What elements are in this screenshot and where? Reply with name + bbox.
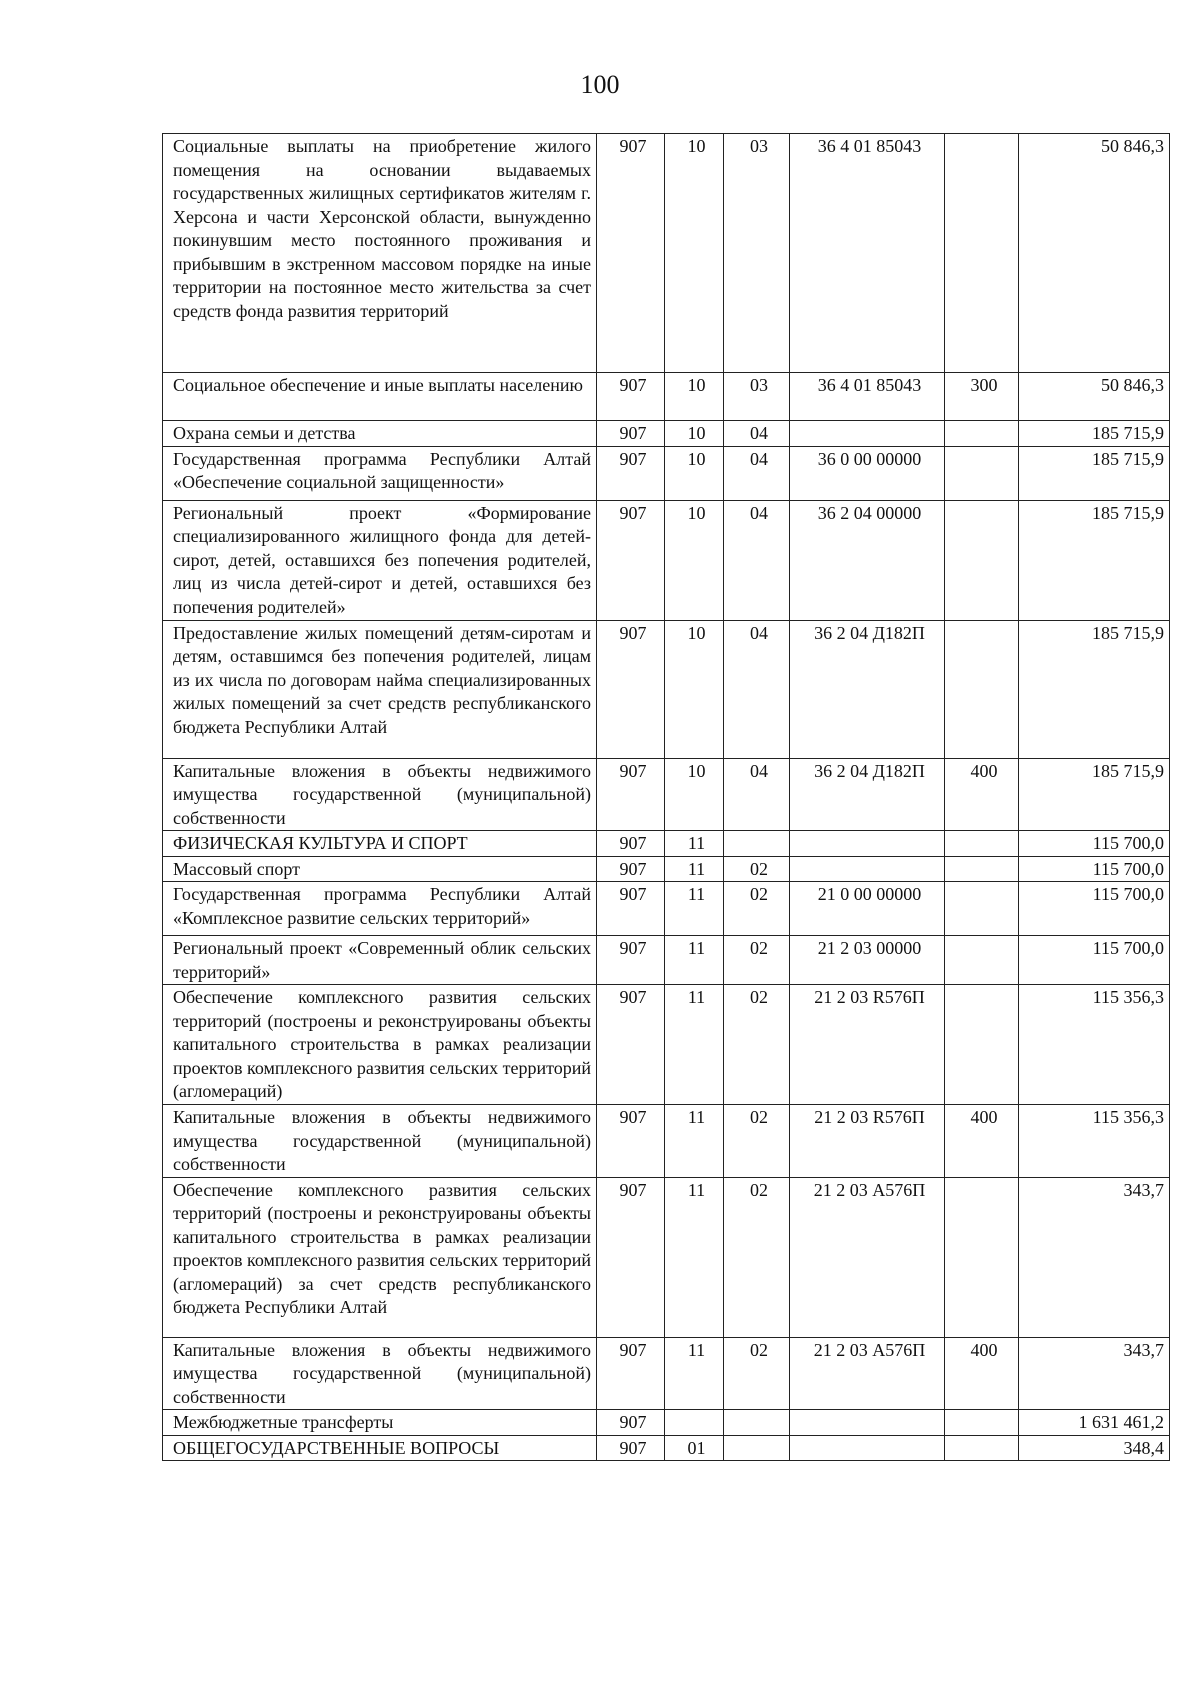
row-subsection-code: 02 <box>724 985 790 1105</box>
row-ministry-code: 907 <box>597 134 665 373</box>
row-section-code: 10 <box>665 758 724 831</box>
row-section-code: 10 <box>665 500 724 620</box>
row-subsection-code: 04 <box>724 446 790 500</box>
table-row <box>163 373 1170 421</box>
row-description: Социальное обеспечение и иные выплаты населению <box>163 373 597 421</box>
table-row <box>163 1410 1170 1436</box>
row-section-code: 11 <box>665 1105 724 1178</box>
row-target-code: 36 4 01 85043 <box>790 373 945 421</box>
row-description: Региональный проект «Формирование специализированного жилищного фонда для детей-сирот, детей, оставшихся без попечения родителей, лиц из числа детей-сирот и детей, оставшихся без попечения родителей» <box>163 500 597 620</box>
row-expense-type-code: 300 <box>945 373 1019 421</box>
row-target-code: 36 2 04 00000 <box>790 500 945 620</box>
row-ministry-code: 907 <box>597 1435 665 1461</box>
row-ministry-code: 907 <box>597 936 665 985</box>
row-amount: 343,7 <box>1019 1177 1170 1337</box>
row-expense-type-code <box>945 831 1019 857</box>
row-ministry-code: 907 <box>597 1410 665 1436</box>
row-target-code: 36 2 04 Д182П <box>790 758 945 831</box>
row-description: ОБЩЕГОСУДАРСТВЕННЫЕ ВОПРОСЫ <box>163 1435 597 1461</box>
row-expense-type-code <box>945 985 1019 1105</box>
row-description: Предоставление жилых помещений детям-сиротам и детям, оставшимся без попечения родителей, лицам из их числа по договорам найма специализированных жилых помещений за счет средств республиканского бюджета Республики Алтай <box>163 620 597 758</box>
row-subsection-code: 03 <box>724 373 790 421</box>
row-ministry-code: 907 <box>597 500 665 620</box>
row-target-code <box>790 856 945 882</box>
row-amount: 115 700,0 <box>1019 856 1170 882</box>
row-ministry-code: 907 <box>597 985 665 1105</box>
row-expense-type-code <box>945 882 1019 936</box>
row-ministry-code: 907 <box>597 758 665 831</box>
table-row <box>163 985 1170 1105</box>
row-subsection-code: 02 <box>724 936 790 985</box>
row-description: Охрана семьи и детства <box>163 421 597 447</box>
budget-table <box>162 133 1170 1461</box>
row-ministry-code: 907 <box>597 446 665 500</box>
row-description: Обеспечение комплексного развития сельских территорий (построены и реконструированы объекты капитального строительства в рамках реализации проектов комплексного развития сельских территорий (агломераций) <box>163 985 597 1105</box>
row-expense-type-code: 400 <box>945 1337 1019 1410</box>
row-description: Социальные выплаты на приобретение жилого помещения на основании выдаваемых государственных жилищных сертификатов жителям г. Херсона и части Херсонской области, вынужденно покинувшим место постоянного проживания и прибывшим в экстренном массовом порядке на иные территории на постоянное место жительства за счет средств фонда развития территорий <box>163 134 597 373</box>
table-row <box>163 500 1170 620</box>
row-amount: 185 715,9 <box>1019 758 1170 831</box>
row-subsection-code: 04 <box>724 620 790 758</box>
row-target-code <box>790 831 945 857</box>
row-section-code: 10 <box>665 446 724 500</box>
table-row <box>163 620 1170 758</box>
row-expense-type-code <box>945 856 1019 882</box>
row-subsection-code: 02 <box>724 882 790 936</box>
row-section-code <box>665 1410 724 1436</box>
row-expense-type-code <box>945 620 1019 758</box>
row-ministry-code: 907 <box>597 373 665 421</box>
row-description: Капитальные вложения в объекты недвижимого имущества государственной (муниципальной) собственности <box>163 1337 597 1410</box>
table-row <box>163 831 1170 857</box>
row-subsection-code: 04 <box>724 500 790 620</box>
row-amount: 1 631 461,2 <box>1019 1410 1170 1436</box>
row-expense-type-code: 400 <box>945 1105 1019 1178</box>
row-section-code: 11 <box>665 985 724 1105</box>
row-target-code: 36 2 04 Д182П <box>790 620 945 758</box>
row-target-code: 21 2 03 00000 <box>790 936 945 985</box>
row-ministry-code: 907 <box>597 1337 665 1410</box>
row-subsection-code: 04 <box>724 421 790 447</box>
row-amount: 343,7 <box>1019 1337 1170 1410</box>
row-ministry-code: 907 <box>597 1177 665 1337</box>
row-target-code: 36 4 01 85043 <box>790 134 945 373</box>
table-row <box>163 1337 1170 1410</box>
row-ministry-code: 907 <box>597 620 665 758</box>
row-ministry-code: 907 <box>597 831 665 857</box>
row-description: Обеспечение комплексного развития сельских территорий (построены и реконструированы объекты капитального строительства в рамках реализации проектов комплексного развития сельских территорий (агломераций) за счет средств республиканского бюджета Республики Алтай <box>163 1177 597 1337</box>
row-subsection-code: 02 <box>724 1105 790 1178</box>
row-amount: 115 700,0 <box>1019 936 1170 985</box>
row-target-code <box>790 1435 945 1461</box>
row-target-code: 36 0 00 00000 <box>790 446 945 500</box>
row-section-code: 10 <box>665 134 724 373</box>
row-expense-type-code <box>945 500 1019 620</box>
row-target-code: 21 2 03 А576П <box>790 1337 945 1410</box>
row-section-code: 11 <box>665 831 724 857</box>
row-expense-type-code <box>945 134 1019 373</box>
page-number: 100 <box>580 70 620 99</box>
row-target-code: 21 2 03 А576П <box>790 1177 945 1337</box>
row-subsection-code: 02 <box>724 856 790 882</box>
row-section-code: 10 <box>665 421 724 447</box>
row-amount: 185 715,9 <box>1019 421 1170 447</box>
budget-table-body <box>163 134 1170 1461</box>
row-amount: 50 846,3 <box>1019 134 1170 373</box>
row-description: Государственная программа Республики Алтай «Обеспечение социальной защищенности» <box>163 446 597 500</box>
row-section-code: 11 <box>665 1337 724 1410</box>
row-expense-type-code <box>945 1177 1019 1337</box>
table-row <box>163 134 1170 373</box>
row-description: Государственная программа Республики Алтай «Комплексное развитие сельских территорий» <box>163 882 597 936</box>
table-row <box>163 758 1170 831</box>
row-amount: 115 356,3 <box>1019 1105 1170 1178</box>
table-row <box>163 936 1170 985</box>
row-expense-type-code: 400 <box>945 758 1019 831</box>
row-subsection-code <box>724 1435 790 1461</box>
row-amount: 115 356,3 <box>1019 985 1170 1105</box>
row-description: Межбюджетные трансферты <box>163 1410 597 1436</box>
table-row <box>163 882 1170 936</box>
row-ministry-code: 907 <box>597 421 665 447</box>
row-section-code: 11 <box>665 936 724 985</box>
row-amount: 50 846,3 <box>1019 373 1170 421</box>
row-subsection-code <box>724 831 790 857</box>
row-subsection-code: 03 <box>724 134 790 373</box>
row-section-code: 11 <box>665 882 724 936</box>
row-section-code: 11 <box>665 856 724 882</box>
row-target-code <box>790 1410 945 1436</box>
row-description: Региональный проект «Современный облик сельских территорий» <box>163 936 597 985</box>
row-ministry-code: 907 <box>597 856 665 882</box>
row-description: ФИЗИЧЕСКАЯ КУЛЬТУРА И СПОРТ <box>163 831 597 857</box>
table-row <box>163 856 1170 882</box>
row-subsection-code: 04 <box>724 758 790 831</box>
table-row <box>163 1435 1170 1461</box>
row-section-code: 10 <box>665 620 724 758</box>
table-row <box>163 1177 1170 1337</box>
table-row <box>163 421 1170 447</box>
row-ministry-code: 907 <box>597 882 665 936</box>
row-subsection-code: 02 <box>724 1177 790 1337</box>
row-expense-type-code <box>945 446 1019 500</box>
row-amount: 185 715,9 <box>1019 500 1170 620</box>
table-row <box>163 1105 1170 1178</box>
row-description: Капитальные вложения в объекты недвижимого имущества государственной (муниципальной) собственности <box>163 1105 597 1178</box>
row-section-code: 10 <box>665 373 724 421</box>
row-expense-type-code <box>945 1435 1019 1461</box>
row-target-code: 21 0 00 00000 <box>790 882 945 936</box>
row-amount: 185 715,9 <box>1019 446 1170 500</box>
row-amount: 115 700,0 <box>1019 882 1170 936</box>
row-subsection-code <box>724 1410 790 1436</box>
table-row <box>163 446 1170 500</box>
row-target-code: 21 2 03 R576П <box>790 1105 945 1178</box>
row-section-code: 11 <box>665 1177 724 1337</box>
row-expense-type-code <box>945 936 1019 985</box>
row-section-code: 01 <box>665 1435 724 1461</box>
row-target-code: 21 2 03 R576П <box>790 985 945 1105</box>
row-amount: 348,4 <box>1019 1435 1170 1461</box>
row-subsection-code: 02 <box>724 1337 790 1410</box>
row-description: Массовый спорт <box>163 856 597 882</box>
row-expense-type-code <box>945 1410 1019 1436</box>
row-ministry-code: 907 <box>597 1105 665 1178</box>
row-description: Капитальные вложения в объекты недвижимого имущества государственной (муниципальной) собственности <box>163 758 597 831</box>
row-amount: 185 715,9 <box>1019 620 1170 758</box>
row-expense-type-code <box>945 421 1019 447</box>
row-target-code <box>790 421 945 447</box>
row-amount: 115 700,0 <box>1019 831 1170 857</box>
